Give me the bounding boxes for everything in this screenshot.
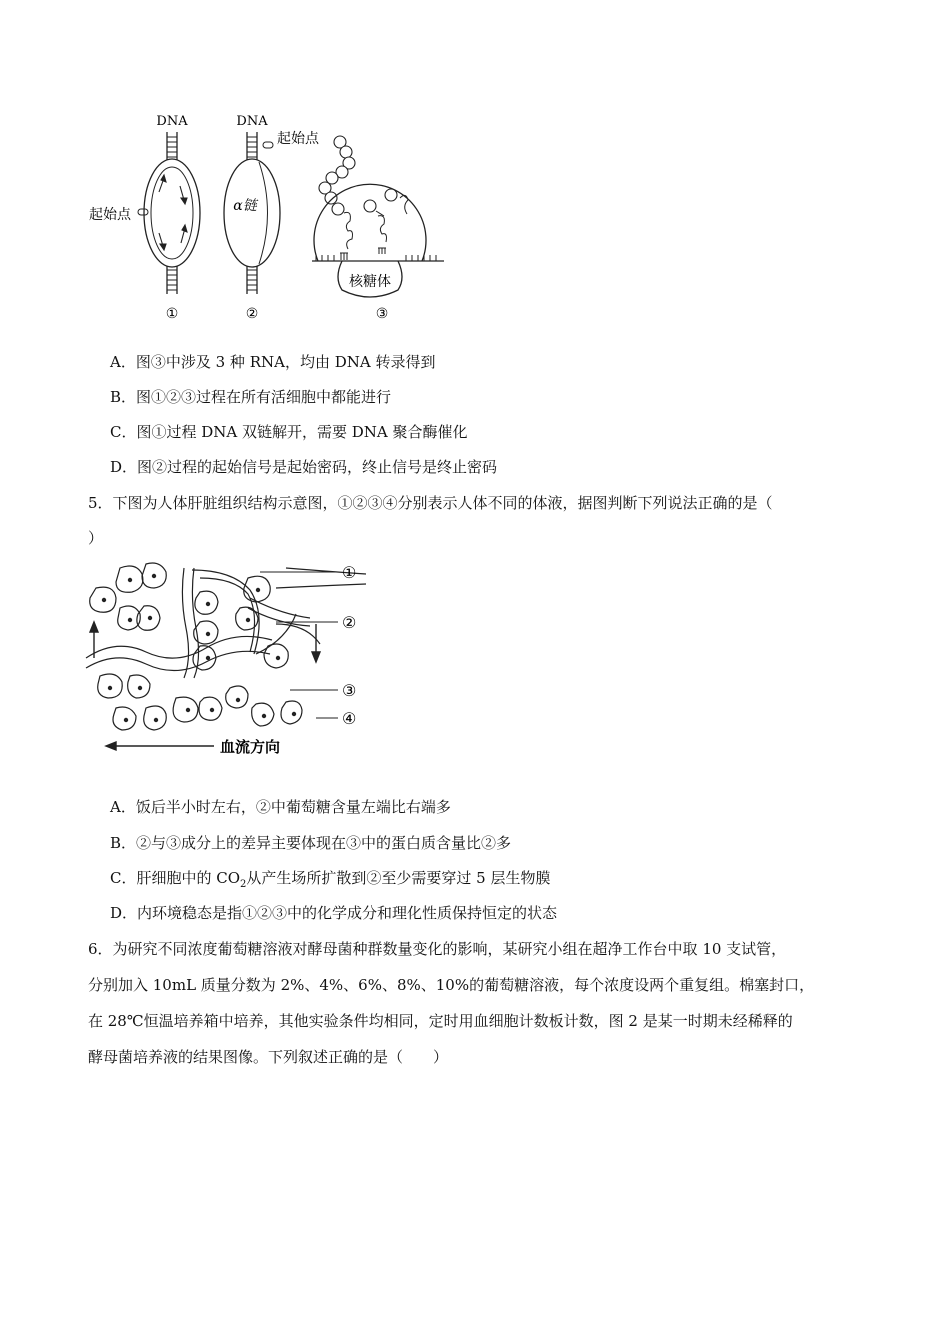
q5-option-d: D．内环境稳态是指①②③中的化学成分和理化性质保持恒定的状态 (110, 904, 558, 922)
q4-option-d: D．图②过程的起始信号是起始密码，终止信号是终止密码 (110, 458, 498, 476)
fluid-label-1: ① (342, 563, 357, 582)
fluid-label-3: ③ (342, 681, 357, 700)
origin-label-left: 起始点 (89, 207, 131, 223)
q4-option-a: A．图③中涉及 3 种 RNA，均由 DNA 转录得到 (110, 353, 436, 371)
fluid-label-2: ② (342, 613, 357, 632)
panel-3-translation (312, 136, 444, 322)
ribosome-label: 核糖体 (349, 274, 391, 290)
panel-1-replication (89, 114, 200, 322)
flow-direction-label: 血流方向 (220, 738, 281, 756)
q5-option-b: B．②与③成分上的差异主要体现在③中的蛋白质含量比②多 (110, 834, 512, 852)
panel-label-2: ② (245, 306, 259, 322)
dna-label-2: DNA (236, 114, 268, 129)
q5-stem-line2: ） (88, 529, 104, 547)
q6-line2: 分别加入 10mL 质量分数为 2%、4%、6%、8%、10%的葡萄糖溶液，每个浓度设两个重复组。棉塞封口， (88, 976, 815, 994)
fluid-label-4: ④ (342, 709, 357, 728)
q6-line4: 酵母菌培养液的结果图像。下列叙述正确的是（ ） (88, 1048, 449, 1066)
panel-2-transcription (224, 114, 320, 322)
dna-label-1: DNA (156, 114, 188, 129)
figure-liver-tissue (80, 558, 370, 764)
q5-option-a: A．饭后半小时左右，②中葡萄糖含量左端比右端多 (110, 798, 451, 816)
q4-option-b: B．图①②③过程在所有活细胞中都能进行 (110, 388, 392, 406)
q5-stem-line1: 5．下图为人体肝脏组织结构示意图，①②③④分别表示人体不同的体液，据图判断下列说法正确的是（ (88, 494, 773, 512)
panel-label-1: ① (165, 306, 179, 322)
q4-option-c: C．图①过程 DNA 双链解开，需要 DNA 聚合酶催化 (110, 423, 468, 441)
panel-label-3: ③ (375, 306, 389, 322)
q5-option-c: C．肝细胞中的 $CO_2$从产生场所扩散到②至少需要穿过 5 层生物膜 (110, 869, 551, 890)
q6-line3: 在 28℃恒温培养箱中培养，其他实验条件均相同，定时用血细胞计数板计数，图 2 是某一时期未经稀释的 (88, 1012, 793, 1030)
origin-label-right: 起始点 (277, 131, 319, 147)
alpha-chain-label: α链 (233, 198, 257, 214)
q6-line1: 6．为研究不同浓度葡萄糖溶液对酵母菌种群数量变化的影响，某研究小组在超净工作台中取 10 支试管， (88, 940, 787, 958)
figure-dna-processes (80, 108, 460, 326)
